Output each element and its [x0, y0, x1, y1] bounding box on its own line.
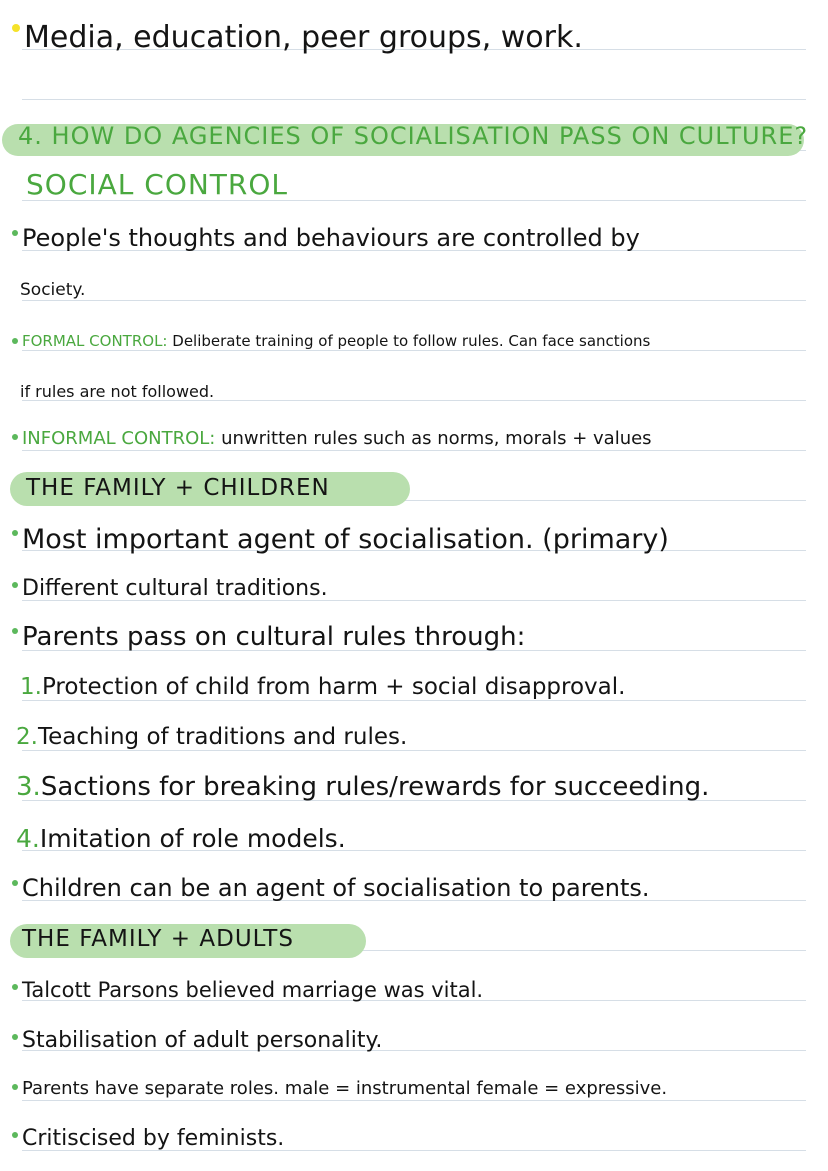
- heading-family-children: THE FAMILY + CHILDREN: [26, 475, 330, 501]
- section-title: 4. HOW DO AGENCIES OF SOCIALISATION PASS ON CULTURE?: [18, 122, 809, 150]
- ruled-line: [22, 700, 806, 701]
- informal-control-line: INFORMAL CONTROL: unwritten rules such as norms, morals + values: [12, 428, 652, 449]
- numbered-item: 2.Teaching of traditions and rules.: [16, 724, 408, 750]
- bullet-line: People's thoughts and behaviours are controlled by: [12, 224, 640, 252]
- continuation-line: Society.: [20, 280, 86, 300]
- bullet-icon: [12, 582, 18, 588]
- bullet-line: Critiscised by feminists.: [12, 1126, 284, 1151]
- numbered-item: 3.Sactions for breaking rules/rewards for succeeding.: [16, 772, 710, 802]
- bullet-icon: [12, 984, 18, 990]
- bullet-line: Stabilisation of adult personality.: [12, 1028, 382, 1053]
- bullet-icon: [12, 880, 18, 886]
- bullet-line: Parents have separate roles. male = instrumental female = expressive.: [12, 1078, 667, 1099]
- bullet-icon: [12, 230, 18, 236]
- bullet-icon: [12, 530, 18, 536]
- bullet-line: Different cultural traditions.: [12, 576, 328, 601]
- ruled-line: [22, 99, 806, 100]
- intro-line: Media, education, peer groups, work.: [12, 20, 583, 55]
- bullet-icon: [12, 628, 18, 634]
- continuation-line: if rules are not followed.: [20, 382, 215, 401]
- ruled-line: [22, 350, 806, 351]
- heading-family-adults: THE FAMILY + ADULTS: [22, 926, 294, 952]
- bullet-icon: [12, 1132, 18, 1138]
- ruled-line: [22, 1100, 806, 1101]
- ruled-line: [22, 750, 806, 751]
- bullet-icon: [12, 1084, 18, 1090]
- ruled-line: [22, 300, 806, 301]
- bullet-line: Talcott Parsons believed marriage was vital.: [12, 978, 483, 1002]
- bullet-icon: [12, 434, 18, 440]
- numbered-item: 4.Imitation of role models.: [16, 824, 346, 853]
- formal-control-line: FORMAL CONTROL: Deliberate training of people to follow rules. Can face sanctions: [12, 332, 650, 350]
- bullet-icon: [12, 338, 18, 344]
- bullet-line: Children can be an agent of socialisation to parents.: [12, 874, 650, 902]
- subheading-social-control: SOCIAL CONTROL: [26, 168, 289, 201]
- ruled-line: [22, 450, 806, 451]
- bullet-line: Parents pass on cultural rules through:: [12, 622, 525, 652]
- bullet-icon: [12, 24, 20, 32]
- numbered-item: 1.Protection of child from harm + social disapproval.: [20, 674, 626, 700]
- bullet-line: Most important agent of socialisation. (primary): [12, 524, 669, 555]
- bullet-icon: [12, 1034, 18, 1040]
